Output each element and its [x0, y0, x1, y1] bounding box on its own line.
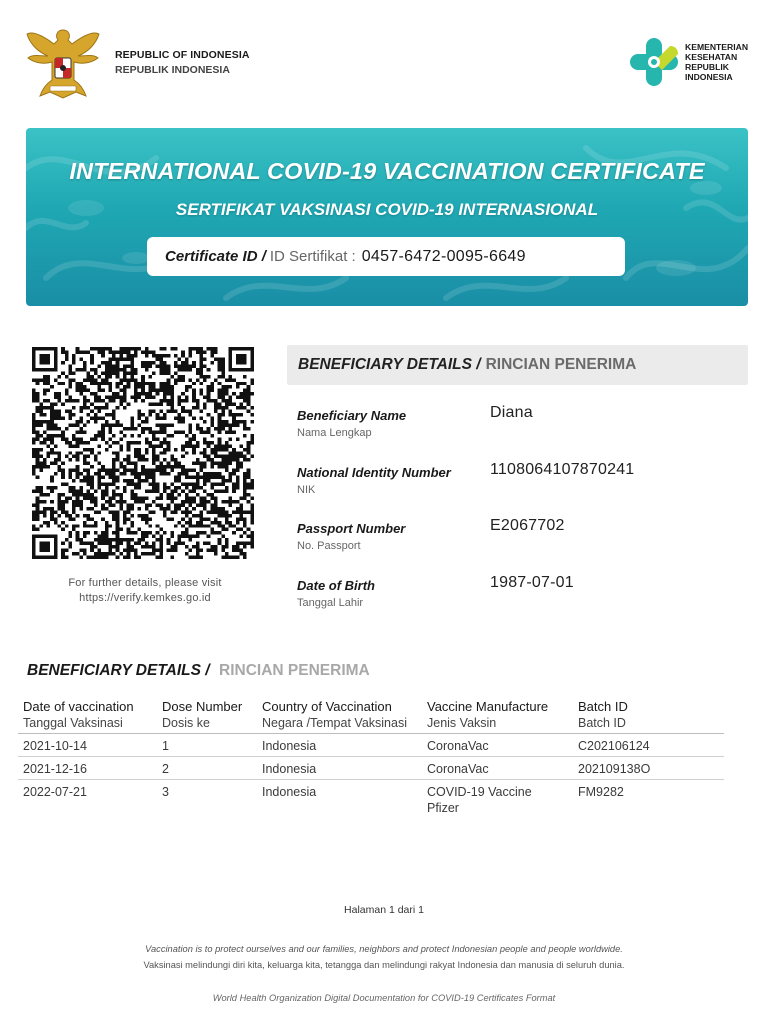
republic-title-id: REPUBLIK INDONESIA — [115, 64, 230, 76]
field-label-en: National Identity Number — [297, 465, 451, 480]
cell-date: 2021-12-16 — [23, 762, 87, 776]
column-header-id: Negara /Tempat Vaksinasi — [262, 716, 407, 730]
column-header-vaccine — [427, 699, 548, 731]
field-passport-number — [297, 517, 737, 552]
cell-batch: FM9282 — [578, 785, 624, 799]
page-header — [0, 0, 768, 110]
certificate-id-label-en: Certificate ID / — [165, 248, 266, 265]
certificate-banner — [26, 128, 748, 306]
cell-vaccine — [427, 784, 532, 816]
column-header-en: Country of Vaccination — [262, 699, 392, 714]
certificate-id-value: 0457-6472-0095-6649 — [361, 247, 526, 265]
field-value: E2067702 — [490, 517, 565, 534]
cell-vaccine-line: COVID-19 Vaccine — [427, 785, 532, 799]
verification-note — [20, 576, 270, 606]
column-header-en: Dose Number — [162, 699, 243, 714]
column-header-en: Date of vaccination — [23, 699, 134, 714]
column-header-date — [23, 699, 134, 731]
verification-note-text: For further details, please visit — [68, 577, 222, 589]
field-label-id: No. Passport — [297, 540, 361, 552]
verification-url[interactable]: https://verify.kemkes.go.id — [79, 592, 211, 604]
footer-message-en: Vaccination is to protect ourselves and our families, neighbors and protect Indonesian people and people worldwide. — [145, 944, 623, 954]
qr-modules — [32, 347, 254, 559]
cell-date: 2021-10-14 — [23, 739, 87, 753]
cell-country: Indonesia — [262, 739, 317, 753]
republic-title-en: REPUBLIC OF INDONESIA — [115, 49, 250, 61]
field-label-en: Passport Number — [297, 521, 406, 536]
table-row — [18, 734, 724, 757]
cell-vaccine-line: Pfizer — [427, 801, 459, 815]
table-header-row — [18, 697, 724, 734]
vaccination-details-heading — [27, 662, 370, 680]
certificate-id-box — [147, 237, 625, 276]
field-beneficiary-name — [297, 404, 737, 439]
field-label-id: Nama Lengkap — [297, 427, 372, 439]
beneficiary-details-heading — [287, 345, 748, 385]
column-header-en: Vaccine Manufacture — [427, 699, 549, 714]
qr-finder-pattern — [229, 347, 254, 371]
field-date-of-birth — [297, 574, 737, 609]
heading-id: RINCIAN PENERIMA — [485, 356, 637, 373]
footer-message-id: Vaksinasi melindungi diri kita, keluarga kita, tetangga dan melindungi rakyat Indonesia dan manusia di seluruh dunia. — [143, 960, 625, 970]
ministry-line: REPUBLIK — [685, 62, 729, 72]
cell-vaccine: CoronaVac — [427, 762, 489, 776]
cell-batch: C202106124 — [578, 739, 650, 753]
field-value: 1108064107870241 — [490, 461, 635, 478]
field-national-id — [297, 461, 737, 496]
vaccination-table — [18, 697, 724, 814]
field-value: Diana — [490, 404, 533, 421]
qr-finder-pattern — [32, 535, 57, 559]
field-label-en: Beneficiary Name — [297, 408, 407, 423]
column-header-id: Tanggal Vaksinasi — [23, 716, 123, 730]
column-header-dose — [162, 699, 242, 731]
column-header-country — [262, 699, 407, 731]
heading-en: BENEFICIARY DETAILS / — [27, 662, 210, 679]
qr-finder-pattern — [32, 347, 57, 371]
garuda-emblem-icon — [24, 24, 102, 100]
cell-dose: 2 — [162, 762, 169, 776]
footer-who-note: World Health Organization Digital Documentation for COVID-19 Certificates Format — [212, 993, 556, 1003]
certificate-title: INTERNATIONAL COVID-19 VACCINATION CERTIFICATE — [69, 158, 705, 184]
field-label-en: Date of Birth — [297, 578, 375, 593]
cell-dose: 1 — [162, 739, 169, 753]
column-header-id: Batch ID — [578, 716, 626, 730]
cell-vaccine: CoronaVac — [427, 739, 489, 753]
field-value: 1987-07-01 — [490, 574, 574, 591]
field-label-id: Tanggal Lahir — [297, 597, 364, 609]
certificate-id-label-id: ID Sertifikat : — [269, 248, 356, 265]
table-row — [18, 757, 724, 780]
column-header-id: Jenis Vaksin — [427, 716, 497, 730]
ministry-line: KEMENTERIAN — [685, 42, 749, 52]
cell-country: Indonesia — [262, 762, 317, 776]
certificate-subtitle: SERTIFIKAT VAKSINASI COVID-19 INTERNASIONAL — [175, 200, 599, 219]
heading-id: RINCIAN PENERIMA — [219, 662, 370, 679]
qr-code[interactable] — [32, 347, 254, 559]
column-header-en: Batch ID — [578, 699, 628, 714]
column-header-batch — [578, 699, 628, 731]
ministry-name — [685, 42, 748, 82]
pagination: Halaman 1 dari 1 — [344, 904, 424, 916]
kemenkes-logo-icon — [628, 36, 680, 88]
cell-batch: 202109138O — [578, 762, 651, 776]
ministry-line: INDONESIA — [685, 72, 733, 82]
republic-title — [115, 49, 250, 76]
column-header-id: Dosis ke — [162, 716, 210, 730]
cell-dose: 3 — [162, 785, 169, 799]
table-row — [18, 780, 724, 814]
field-label-id: NIK — [297, 484, 316, 496]
cell-date: 2022-07-21 — [23, 785, 87, 799]
heading-en: BENEFICIARY DETAILS / — [298, 356, 481, 373]
ministry-line: KESEHATAN — [685, 52, 738, 62]
cell-country: Indonesia — [262, 785, 317, 799]
